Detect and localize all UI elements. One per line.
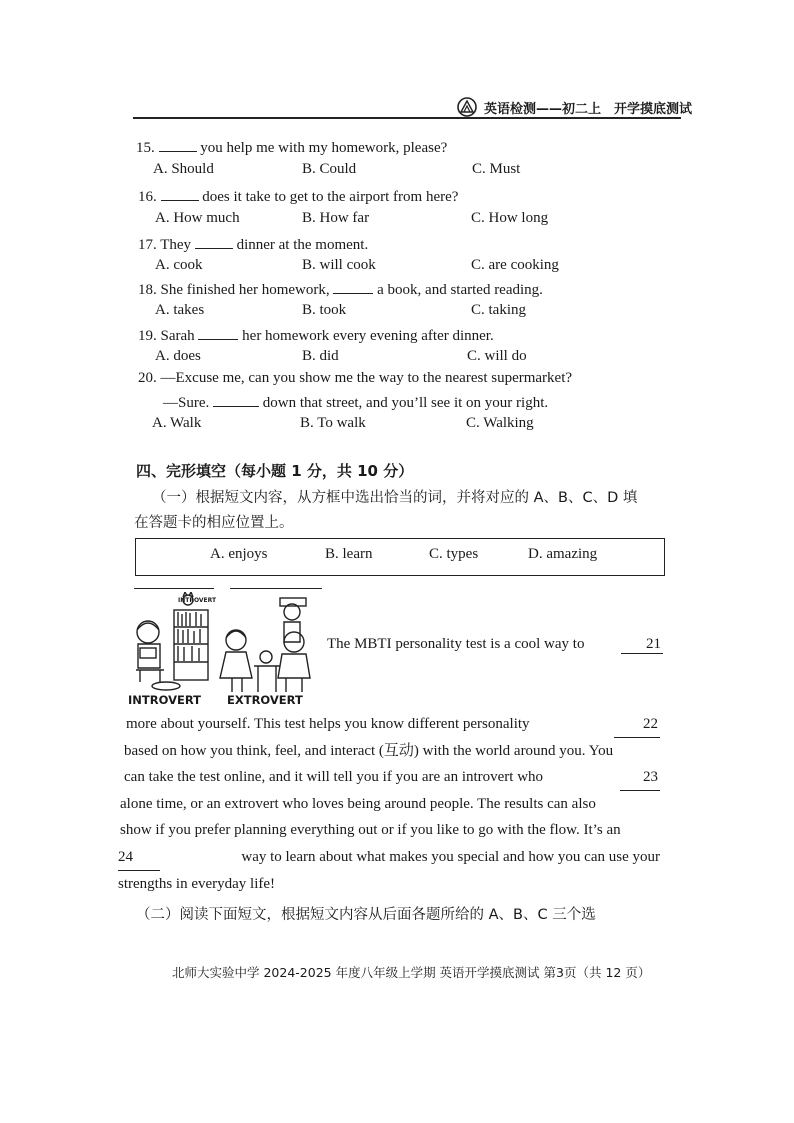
passage-line <box>118 764 660 791</box>
passage-line <box>327 636 663 654</box>
answer-blank-21: 21 <box>621 636 663 654</box>
question-text: dinner at the moment. <box>232 237 369 253</box>
school-logo-icon <box>457 97 477 117</box>
question-19 <box>138 325 494 345</box>
answer-blank <box>198 325 238 340</box>
question-16 <box>138 186 458 206</box>
option-b: B. How far <box>302 210 370 226</box>
question-text: her homework every evening after dinner. <box>238 328 494 344</box>
answer-blank-23: 23 <box>620 764 660 791</box>
introvert-extrovert-illustration <box>126 592 318 704</box>
answer-blank <box>213 392 259 407</box>
introvert-sign: INTROVERT <box>178 597 217 604</box>
option-c: C. Must <box>472 161 521 177</box>
question-text: 15. <box>136 140 159 156</box>
passage-line <box>118 791 660 818</box>
question-text: 18. She finished her homework, <box>138 282 334 298</box>
answer-blank <box>159 137 197 152</box>
introvert-label: INTROVERT <box>128 693 202 707</box>
passage-text: The MBTI personality test is a cool way to <box>327 636 585 652</box>
answer-blank <box>333 279 373 294</box>
header-divider <box>133 117 681 119</box>
option-a: A. Walk <box>152 415 202 431</box>
option-b: B. Could <box>302 161 357 177</box>
passage-line <box>118 817 660 844</box>
question-20: 20. —Excuse me, can you show me the way to the nearest supermarket? <box>138 370 573 386</box>
page-footer: 北师大实验中学 2024-2025 年度八年级上学期 英语开学摸底测试 第3页（共 12 页） <box>172 965 651 980</box>
word-option: B. learn <box>325 546 373 562</box>
passage-line <box>118 844 660 871</box>
passage-line <box>118 738 660 765</box>
passage-body <box>118 711 660 897</box>
section-instruction: （一）根据短文内容，从方框中选出恰当的词，并将对应的 A、B、C、D 填 <box>152 490 638 506</box>
section-instruction: （二）阅读下面短文，根据短文内容从后面各题所给的 A、B、C 三个选 <box>136 907 596 923</box>
divider-line <box>134 588 214 589</box>
word-option: D. amazing <box>528 546 598 562</box>
answer-blank <box>161 186 199 201</box>
question-18 <box>138 279 543 299</box>
question-text: 19. Sarah <box>138 328 199 344</box>
question-text: a book, and started reading. <box>373 282 543 298</box>
option-b: B. did <box>302 348 339 364</box>
divider-line <box>230 588 322 589</box>
section-heading: 四、完形填空（每小题 1 分，共 10 分） <box>136 462 414 480</box>
question-text: does it take to get to the airport from here? <box>198 189 459 205</box>
option-a: A. cook <box>155 257 203 273</box>
passage-text: based on how you think, feel, and interact (互动) with the world around you. You <box>124 742 614 759</box>
question-15 <box>136 137 447 157</box>
word-option: C. types <box>429 546 479 562</box>
option-a: A. takes <box>155 302 205 318</box>
question-text: 16. <box>138 189 161 205</box>
answer-blank-22: 22 <box>614 711 660 738</box>
question-20-reply <box>163 392 548 412</box>
passage-text: show if you prefer planning everything out or if you like to go with the flow. It’s an <box>120 822 621 839</box>
passage-text: strengths in everyday life! <box>118 875 276 892</box>
option-c: C. How long <box>471 210 549 226</box>
option-b: B. took <box>302 302 347 318</box>
option-b: B. will cook <box>302 257 376 273</box>
question-17 <box>138 234 368 254</box>
page-header-title: 英语检测——初二上 开学摸底测试 <box>484 102 693 117</box>
option-b: B. To walk <box>300 415 366 431</box>
passage-text: more about yourself. This test helps you know different personality <box>126 716 530 732</box>
passage-line <box>118 871 660 898</box>
passage-text: alone time, or an extrovert who loves being around people. The results can also <box>120 795 596 812</box>
option-a: A. does <box>155 348 201 364</box>
option-c: C. Walking <box>466 415 534 431</box>
question-text: —Sure. <box>163 395 213 411</box>
question-text: down that street, and you’ll see it on your right. <box>259 395 549 411</box>
option-a: A. Should <box>153 161 214 177</box>
extrovert-label: EXTROVERT <box>227 693 303 707</box>
answer-blank <box>195 234 233 249</box>
passage-text: way to learn about what makes you special and how you can use your <box>241 848 660 865</box>
option-a: A. How much <box>155 210 240 226</box>
question-text: 17. They <box>138 237 195 253</box>
option-c: C. taking <box>471 302 526 318</box>
option-c: C. will do <box>467 348 527 364</box>
word-option: A. enjoys <box>210 546 268 562</box>
passage-line <box>118 711 660 738</box>
answer-blank-24: 24 <box>118 844 160 871</box>
passage-text: can take the test online, and it will tell you if you are an introvert who <box>124 769 544 786</box>
section-instruction: 在答题卡的相应位置上。 <box>134 515 294 531</box>
question-text: you help me with my homework, please? <box>196 140 448 156</box>
option-c: C. are cooking <box>471 257 559 273</box>
